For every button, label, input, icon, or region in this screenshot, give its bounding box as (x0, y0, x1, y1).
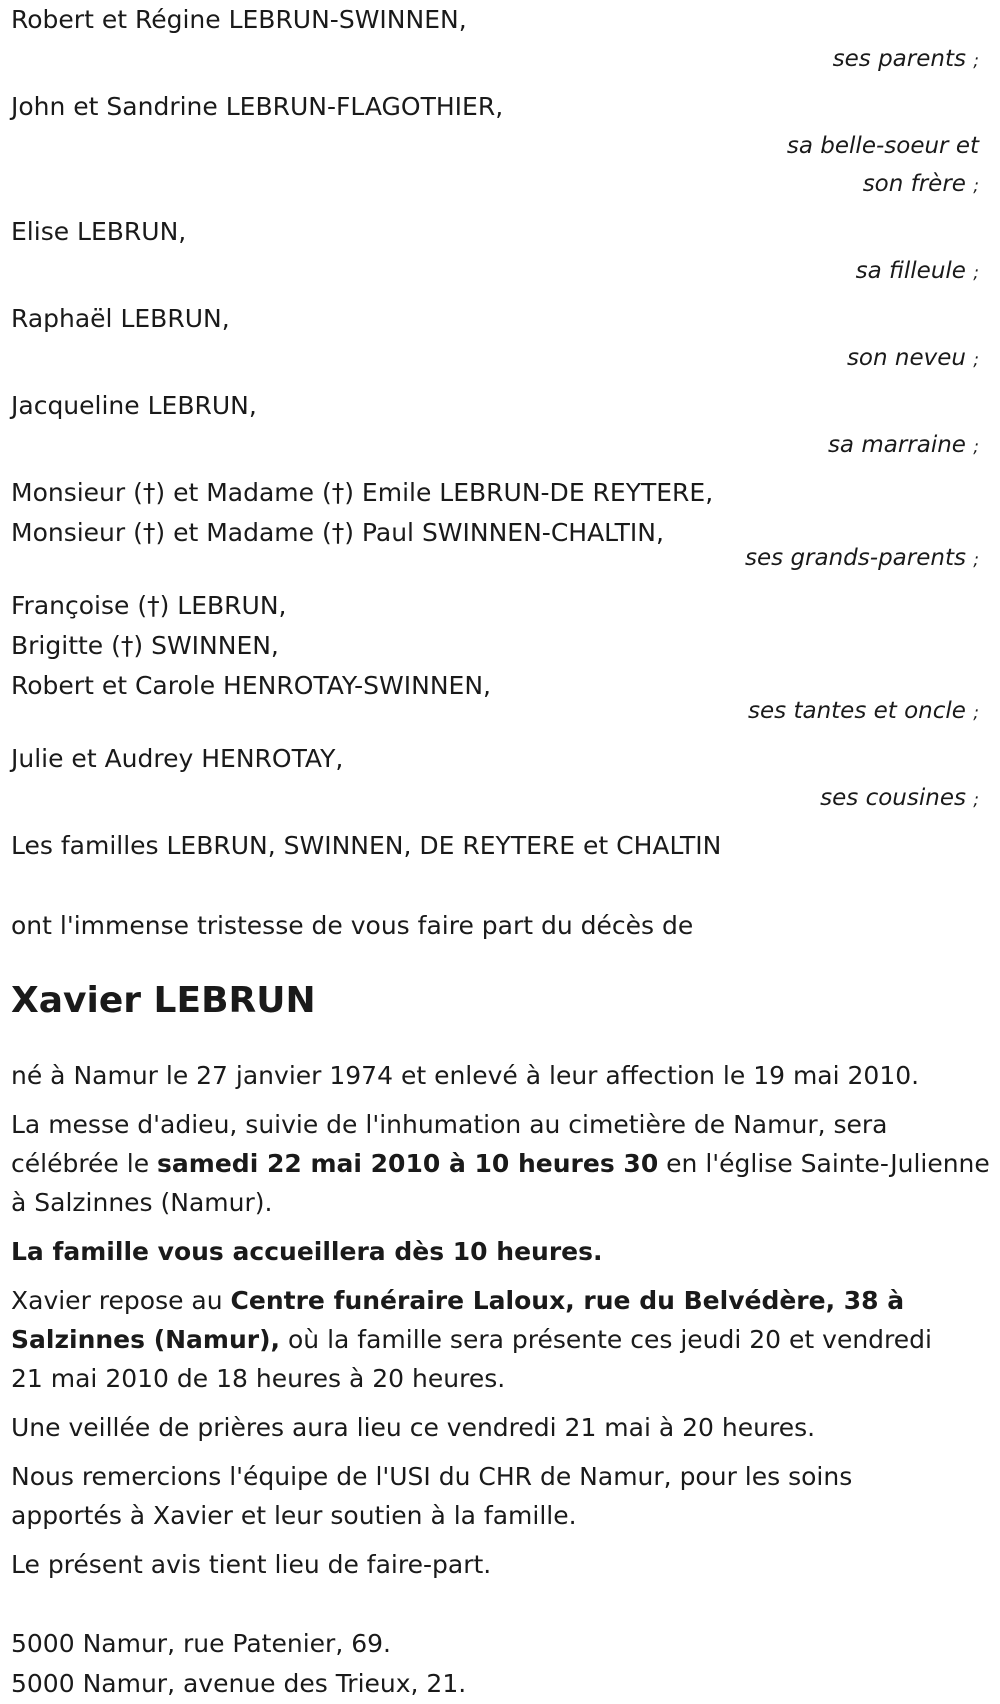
relation-label: sa belle-soeur et (786, 133, 979, 159)
notice-text: Le présent avis tient lieu de faire-part. (11, 1550, 492, 1579)
deceased-name: Xavier LEBRUN (11, 980, 316, 1021)
family-names: Julie et Audrey HENROTAY, (11, 744, 344, 773)
family-names: John et Sandrine LEBRUN-FLAGOTHIER, (11, 92, 504, 121)
relation-label: sa marraine ; (827, 432, 979, 458)
relation-label: ses grands-parents ; (745, 545, 979, 571)
family-names: Jacqueline LEBRUN, (11, 391, 257, 420)
thanks-paragraph: Nous remercions l'équipe de l'USI du CHR de Namur, pour les soins apportés à Xavier et leur soutien à la famille. (11, 1462, 853, 1530)
relation-label: son neveu ; (846, 345, 979, 371)
address-line: 5000 Namur, rue Patenier, 69. (11, 1629, 391, 1658)
address-block (11, 1624, 979, 1704)
family-entry (11, 212, 979, 292)
family-names: Monsieur (†) et Madame (†) Paul SWINNEN-CHALTIN, (11, 518, 664, 547)
family-names: Monsieur (†) et Madame (†) Emile LEBRUN-DE REYTERE, (11, 478, 714, 507)
obituary-document (11, 0, 990, 1704)
relation-label: ses parents ; (832, 46, 979, 72)
family-entry (11, 0, 979, 80)
vigil-text: Une veillée de prières aura lieu ce vendredi 21 mai à 20 heures. (11, 1413, 816, 1442)
family-names: Raphaël LEBRUN, (11, 304, 230, 333)
family-entry (11, 299, 979, 379)
address-line: 5000 Namur, avenue des Trieux, 21. (11, 1669, 467, 1698)
family-names: Elise LEBRUN, (11, 217, 187, 246)
family-entry (11, 386, 979, 466)
family-entry (11, 586, 979, 732)
birth-death-text: né à Namur le 27 janvier 1974 et enlevé à leur affection le 19 mai 2010. (11, 1061, 920, 1090)
relation-label: ses cousines ; (820, 785, 979, 811)
relation-label: ses tantes et oncle ; (748, 698, 979, 724)
families-last: Les familles LEBRUN, SWINNEN, DE REYTERE et CHALTIN (11, 831, 722, 860)
family-entry (11, 739, 979, 819)
family-names: Brigitte (†) SWINNEN, (11, 631, 279, 660)
family-names: Robert et Régine LEBRUN-SWINNEN, (11, 5, 467, 34)
family-list (11, 0, 979, 866)
family-names: Françoise (†) LEBRUN, (11, 591, 287, 620)
relation-label: son frère ; (862, 171, 979, 197)
mass-paragraph: La messe d'adieu, suivie de l'inhumation au cimetière de Namur, sera célébrée le samedi 22 mai 2010 à 10 heures 30 en l'église Sainte-Julienne à Salzinnes (Namur). (11, 1110, 990, 1217)
family-entry (11, 473, 979, 579)
repose-paragraph: Xavier repose au Centre funéraire Laloux, rue du Belvédère, 38 à Salzinnes (Namur), où la famille sera présente ces jeudi 20 et vendredi 21 mai 2010 de 18 heures à 20 heures. (11, 1286, 932, 1393)
family-entry (11, 87, 979, 205)
relation-label: sa filleule ; (855, 258, 979, 284)
welcome-text: La famille vous accueillera dès 10 heures. (11, 1237, 603, 1266)
announcement-text: ont l'immense tristesse de vous faire part du décès de (11, 911, 694, 940)
family-names: Robert et Carole HENROTAY-SWINNEN, (11, 671, 491, 700)
